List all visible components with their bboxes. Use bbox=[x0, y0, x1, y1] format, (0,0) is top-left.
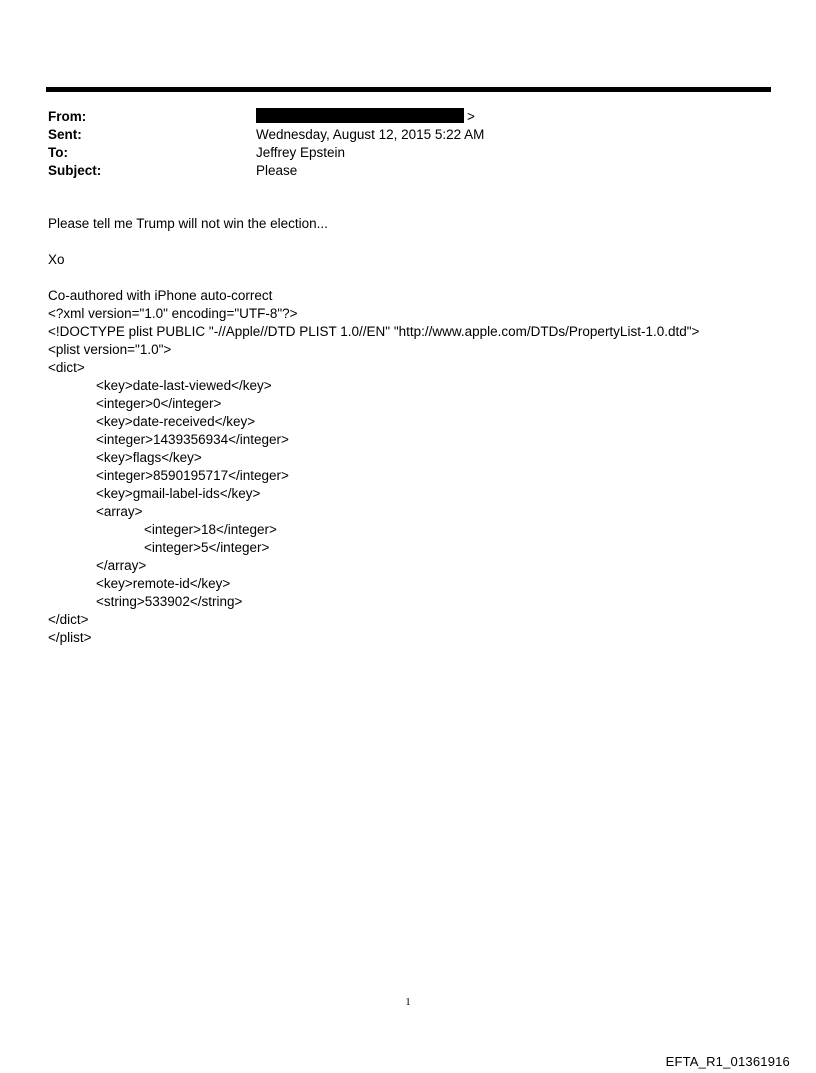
xml-line: <!DOCTYPE plist PUBLIC "-//Apple//DTD PLIST 1.0//EN" "http://www.apple.com/DTDs/PropertyList-1.0.dtd"> bbox=[48, 324, 700, 339]
xml-line: <integer>8590195717</integer> bbox=[96, 468, 289, 483]
subject-label: Subject: bbox=[48, 163, 102, 178]
body-line: Please tell me Trump will not win the election... bbox=[48, 216, 328, 231]
from-row bbox=[48, 108, 748, 126]
sent-value: Wednesday, August 12, 2015 5:22 AM bbox=[256, 127, 485, 142]
xml-line: </array> bbox=[96, 558, 147, 573]
xml-line: </plist> bbox=[48, 630, 92, 645]
xml-line: <integer>1439356934</integer> bbox=[96, 432, 289, 447]
xml-line: <?xml version="1.0" encoding="UTF-8"?> bbox=[48, 306, 298, 321]
xml-line: <string>533902</string> bbox=[96, 594, 243, 609]
from-suffix: > bbox=[467, 109, 475, 124]
spacer bbox=[48, 233, 788, 251]
page-number: 1 bbox=[405, 996, 411, 1008]
xml-line: <key>remote-id</key> bbox=[96, 576, 231, 591]
xml-line: <key>date-last-viewed</key> bbox=[96, 378, 272, 393]
xml-line: </dict> bbox=[48, 612, 89, 627]
sent-row bbox=[48, 126, 748, 144]
body-line: Xo bbox=[48, 252, 65, 267]
subject-value: Please bbox=[256, 163, 298, 178]
email-header bbox=[48, 108, 748, 180]
header-divider bbox=[46, 87, 771, 92]
xml-line: <key>flags</key> bbox=[96, 450, 202, 465]
xml-line: <dict> bbox=[48, 360, 85, 375]
xml-line: <key>gmail-label-ids</key> bbox=[96, 486, 261, 501]
xml-line: <integer>0</integer> bbox=[96, 396, 222, 411]
xml-line: <integer>18</integer> bbox=[144, 522, 277, 537]
xml-line: <key>date-received</key> bbox=[96, 414, 256, 429]
body-line: Co-authored with iPhone auto-correct bbox=[48, 288, 273, 303]
to-row bbox=[48, 144, 748, 162]
spacer bbox=[48, 269, 788, 287]
xml-line: <integer>5</integer> bbox=[144, 540, 270, 555]
from-label: From: bbox=[48, 109, 87, 124]
xml-line: <array> bbox=[96, 504, 143, 519]
xml-line: <plist version="1.0"> bbox=[48, 342, 172, 357]
subject-row bbox=[48, 162, 748, 180]
document-id: EFTA_R1_01361916 bbox=[665, 1054, 790, 1069]
from-value bbox=[256, 108, 475, 126]
to-label: To: bbox=[48, 145, 68, 160]
redaction-box bbox=[256, 108, 464, 123]
to-value: Jeffrey Epstein bbox=[256, 145, 346, 160]
email-body bbox=[48, 215, 788, 647]
sent-label: Sent: bbox=[48, 127, 82, 142]
